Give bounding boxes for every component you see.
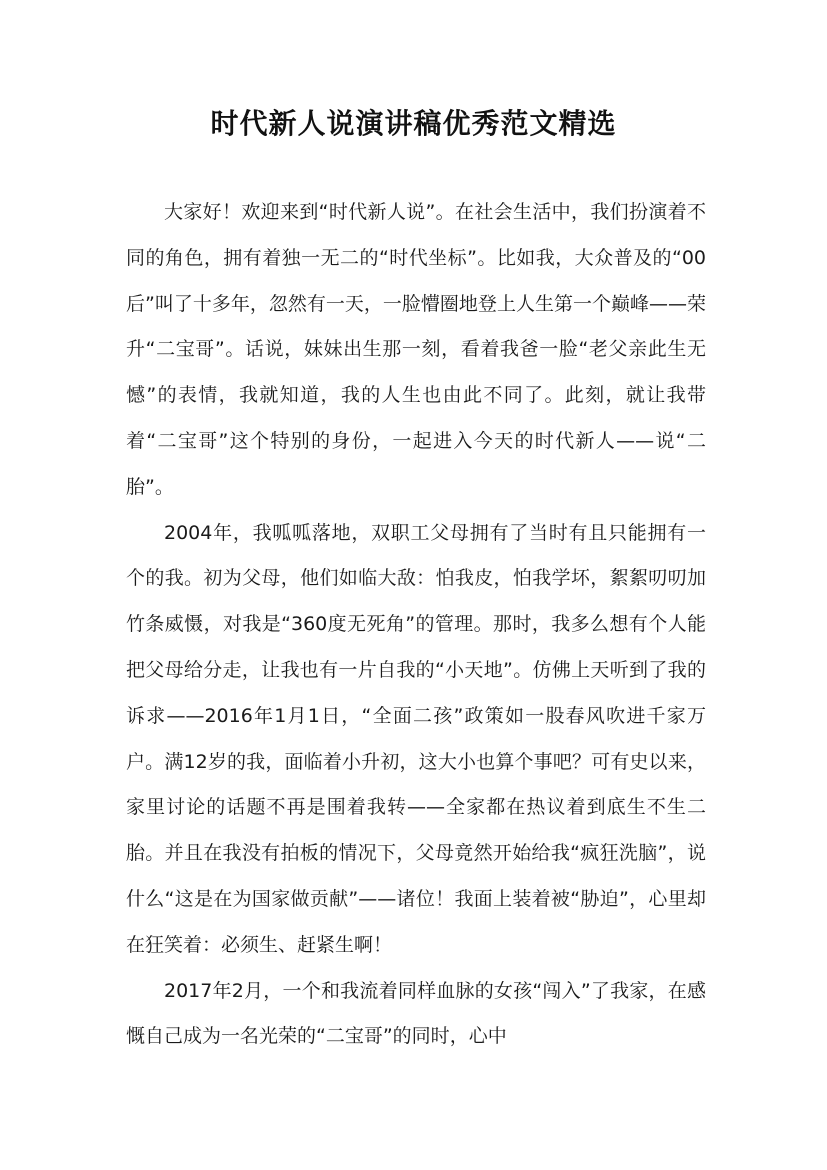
document-body: [126, 190, 706, 1060]
paragraph: 大家好！欢迎来到“时代新人说”。在社会生活中，我们扮演着不同的角色，拥有着独一无二的“时代坐标”。比如我，大众普及的“00后”叫了十多年，忽然有一天，一脸懵圈地登上人生第一个巅峰——荣升“二宝哥”。话说，妹妹出生那一刻，看着我爸一脸“老父亲此生无憾”的表情，我就知道，我的人生也由此不同了。此刻，就让我带着“二宝哥”这个特别的身份，一起进入今天的时代新人——说“二胎”。: [126, 201, 706, 498]
page-title: 时代新人说演讲稿优秀范文精选: [210, 107, 617, 140]
paragraph: 2004年，我呱呱落地，双职工父母拥有了当时有且只能拥有一个的我。初为父母，他们如临大敌：怕我皮，怕我学坏，絮絮叨叨加竹条威慑，对我是“360度无死角”的管理。那时，我多么想有个人能把父母给分走，让我也有一片自我的“小天地”。仿佛上天听到了我的诉求——2016年1月1日，“全面二孩”政策如一股春风吹进千家万户。满12岁的我，面临着小升初，这大小也算个事吧？可有史以来，家里讨论的话题不再是围着我转——全家都在热议着到底生不生二胎。并且在我没有拍板的情况下，父母竟然开始给我“疯狂洗脑”，说什么“这是在为国家做贡献”——诸位！我面上装着被“胁迫”，心里却在狂笑着：必须生、赶紧生啊！: [126, 521, 706, 956]
paragraph: 2017年2月，一个和我流着同样血脉的女孩“闯入”了我家，在感慨自己成为一名光荣的“二宝哥”的同时，心中: [126, 979, 706, 1048]
